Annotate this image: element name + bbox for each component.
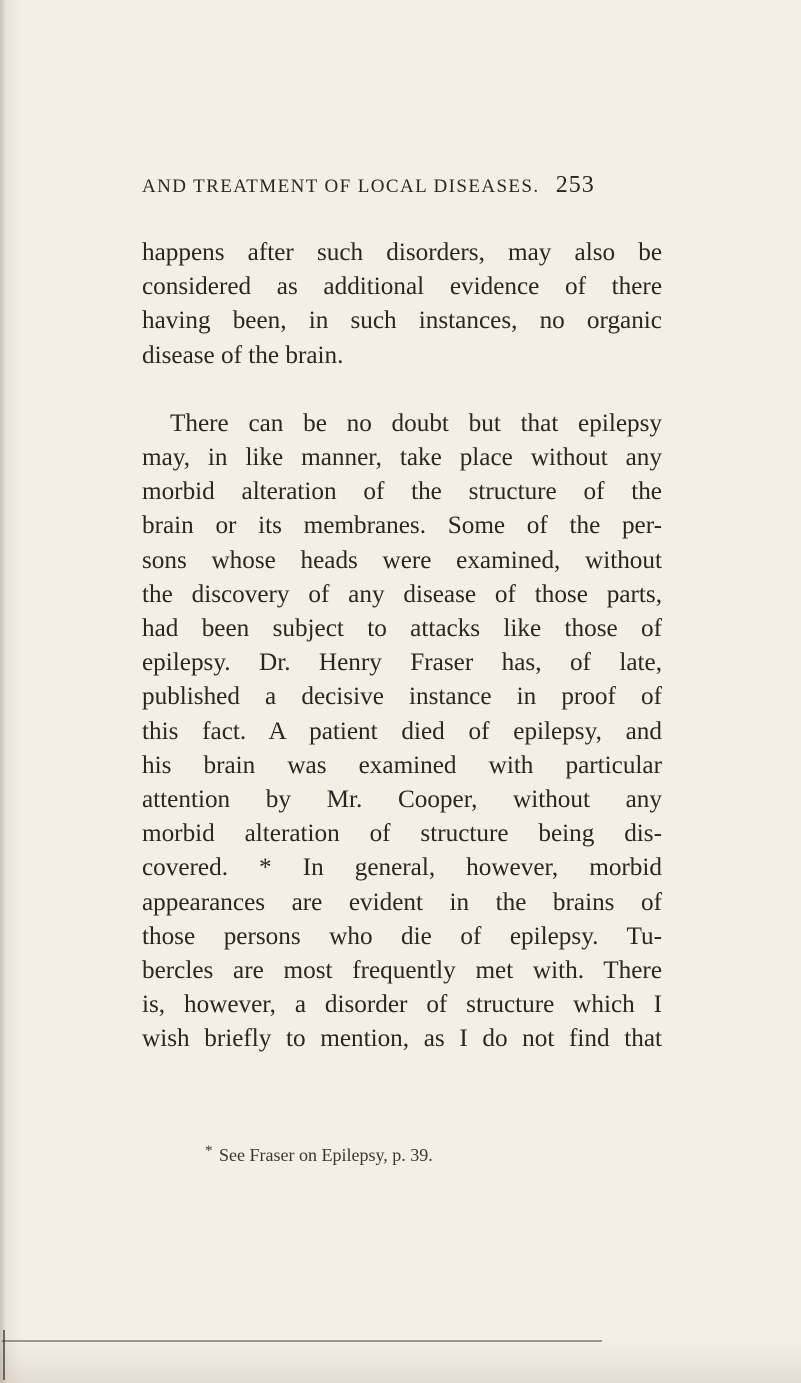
page-edge-shadow	[2, 1340, 602, 1342]
text-line: had been subject to attacks like those of	[142, 615, 662, 643]
running-title: AND TREATMENT OF LOCAL DISEASES.	[142, 176, 540, 197]
page-number: 253	[555, 172, 595, 198]
body-text	[142, 236, 662, 1057]
text-line: morbid alteration of the structure of the	[142, 478, 662, 506]
text-line: this fact. A patient died of epilepsy, and	[142, 717, 662, 745]
text-line: covered. * In general, however, morbid	[142, 854, 662, 882]
paragraph-1	[142, 236, 662, 373]
text-line: having been, in such instances, no organic	[142, 307, 662, 335]
text-line: considered as additional evidence of there	[142, 273, 662, 301]
text-line: may, in like manner, take place without any	[142, 444, 662, 472]
footnote	[205, 1145, 433, 1166]
text-line: his brain was examined with particular	[142, 751, 662, 779]
paragraph-2	[142, 407, 662, 1057]
text-line: morbid alteration of structure being dis-	[142, 820, 662, 848]
text-line: happens after such disorders, may also be	[142, 239, 662, 266]
text-line: sons whose heads were examined, without	[142, 546, 662, 574]
running-header	[142, 172, 702, 199]
footnote-mark: *	[205, 1143, 213, 1159]
text-line: the discovery of any disease of those parts,	[142, 580, 662, 608]
text-line: those persons who die of epilepsy. Tu-	[142, 922, 662, 950]
text-line: disease of the brain.	[142, 341, 344, 369]
paragraph-gap	[142, 373, 662, 407]
text-line: published a decisive instance in proof of	[142, 683, 662, 711]
text-line: is, however, a disorder of structure which I	[142, 991, 662, 1019]
text-line: epilepsy. Dr. Henry Fraser has, of late,	[142, 649, 662, 677]
binding-edge	[3, 1330, 5, 1380]
text-line: bercles are most frequently met with. There	[142, 957, 662, 985]
text-line: brain or its membranes. Some of the per-	[142, 512, 662, 540]
text-line: appearances are evident in the brains of	[142, 888, 662, 916]
text-line: There can be no doubt but that epilepsy	[170, 409, 662, 437]
text-line: wish briefly to mention, as I do not find that	[142, 1025, 662, 1053]
text-line: attention by Mr. Cooper, without any	[142, 786, 662, 814]
footnote-text: See Fraser on Epilepsy, p. 39.	[219, 1145, 433, 1165]
